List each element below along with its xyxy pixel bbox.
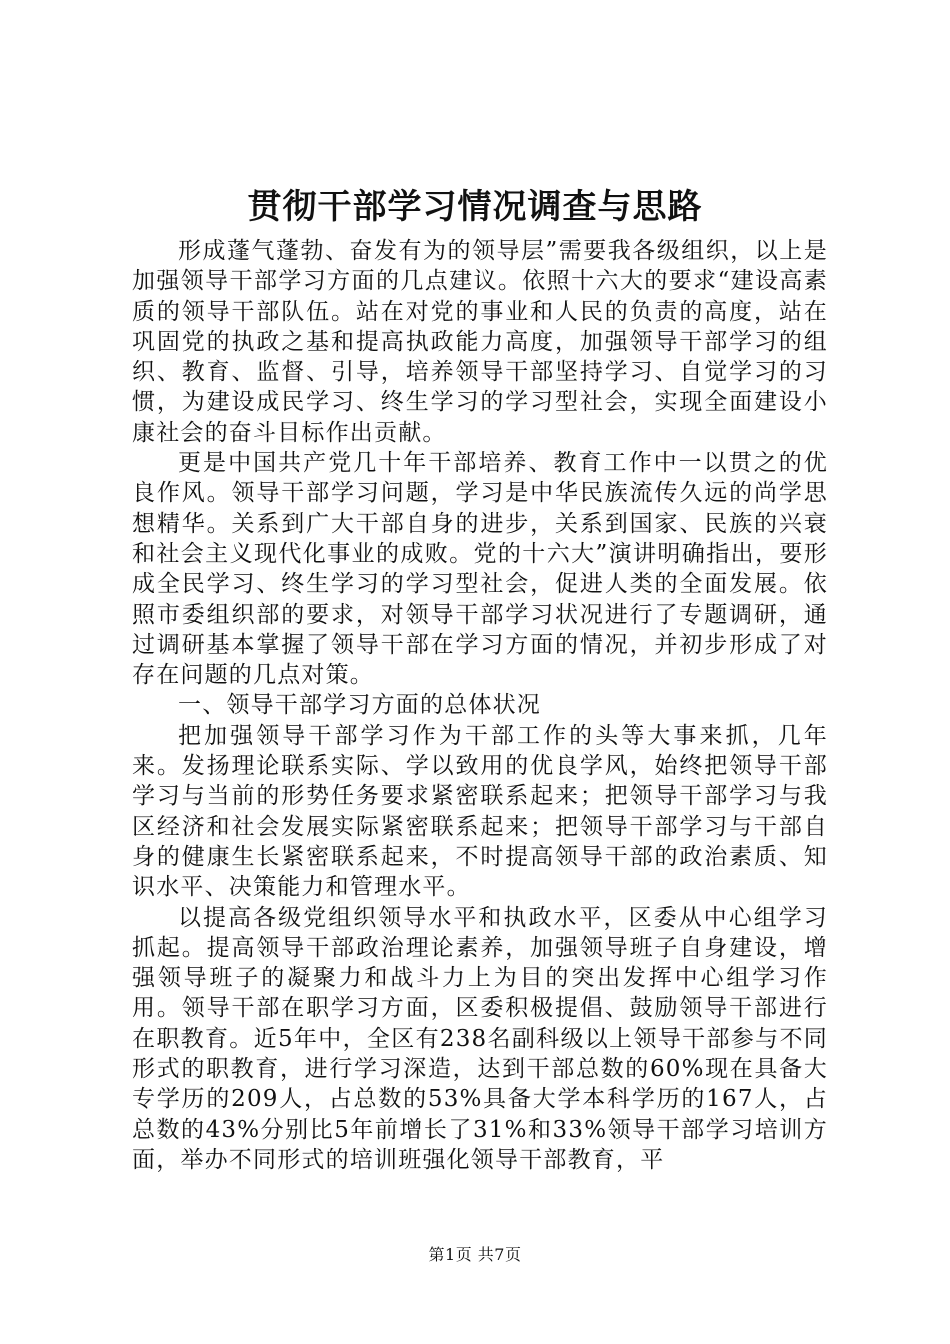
body-paragraph: 更是中国共产党几十年干部培养、教育工作中一以贯之的优良作风。领导干部学习问题，学习是中华民族流传久远的尚学思想精华。关系到广大干部自身的进步，关系到国家、民族的兴衰和社会主义现代化事业的成败。党的十六大”演讲明确指出，要形成全民学习、终生学习的学习型社会，促进人类的全面发展。依照市委组织部的要求，对领导干部学习状况进行了专题调研，通过调研基本掌握了领导干部在学习方面的情况，并初步形成了对存在问题的几点对策。 bbox=[132, 450, 828, 689]
page-footer: 第1页 共7页 bbox=[428, 1245, 522, 1264]
body-paragraph: 以提高各级党组织领导水平和执政水平，区委从中心组学习抓起。提高领导干部政治理论素养，加强领导班子自身建设，增强领导班子的凝聚力和战斗力上为目的突出发挥中心组学习作用。领导干部在职学习方面，区委积极提倡、鼓励领导干部进行在职教育。近5年中，全区有238名副科级以上领导干部参与不同形式的职教育，进行学习深造，达到干部总数的60%现在具备大专学历的209人，占总数的53%具备大学本科学历的167人，占总数的43%分别比5年前增长了31%和33%领导干部学习培训方面，举办不同形式的培训班强化领导干部教育，平 bbox=[132, 904, 828, 1173]
body-paragraph: 形成蓬气蓬勃、奋发有为的领导层”需要我各级组织，以上是加强领导干部学习方面的几点建议。依照十六大的要求“建设高素质的领导干部队伍。站在对党的事业和人民的负责的高度，站在巩固党的执政之基和提高执政能力高度，加强领导干部学习的组织、教育、监督、引导，培养领导干部坚持学习、自觉学习的习惯，为建设成民学习、终生学习的学习型社会，实现全面建设小康社会的奋斗目标作出贡献。 bbox=[132, 238, 828, 446]
body-paragraph: 把加强领导干部学习作为干部工作的头等大事来抓，几年来。发扬理论联系实际、学以致用的优良学风，始终把领导干部学习与当前的形势任务要求紧密联系起来；把领导干部学习与我区经济和社会发展实际紧密联系起来；把领导干部学习与干部自身的健康生长紧密联系起来，不时提高领导干部的政治素质、知识水平、决策能力和管理水平。 bbox=[132, 722, 828, 901]
section-heading: 一、领导干部学习方面的总体状况 bbox=[178, 692, 541, 719]
document-title: 贯彻干部学习情况调查与思路 bbox=[247, 187, 703, 227]
document-body bbox=[132, 236, 828, 1175]
